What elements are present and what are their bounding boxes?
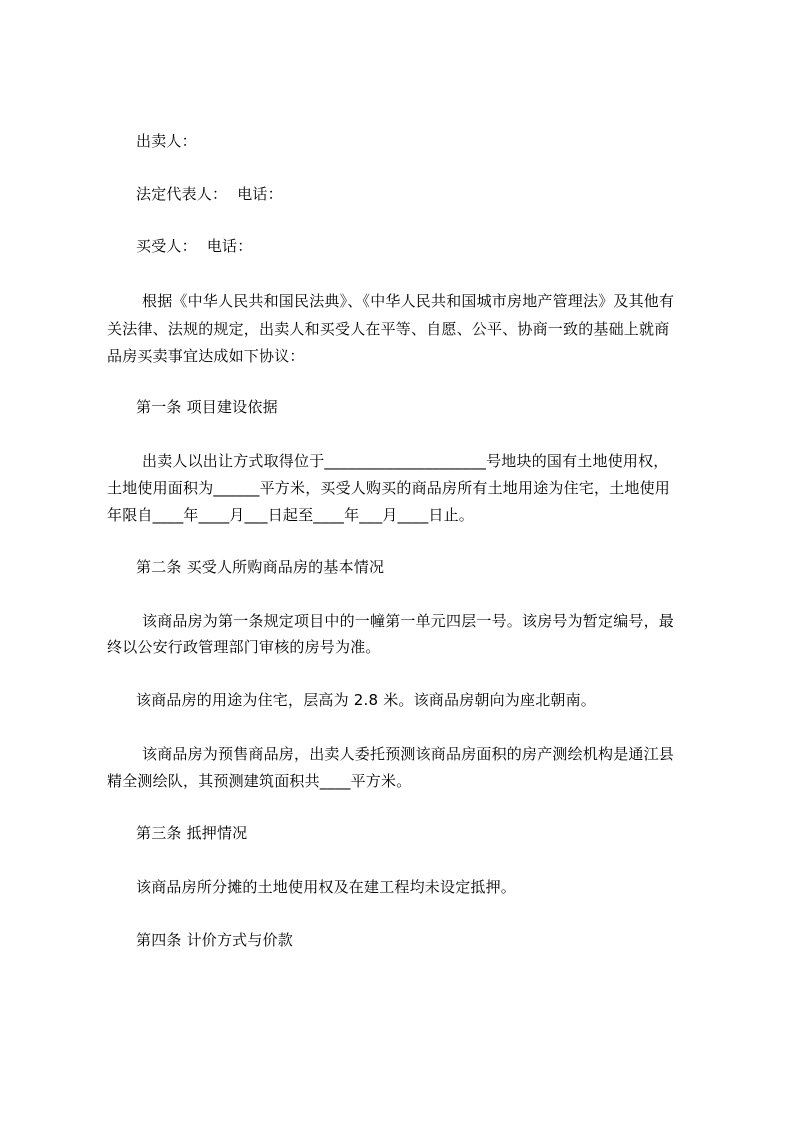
article-2-para-3-line-1: 该商品房为预售商品房，出卖人委托预测该商品房面积的房产测绘机构是通江县: [142, 745, 675, 763]
buyer-line: [136, 236, 252, 256]
article-1-line-2: 土地使用面积为______平方米，买受人购买的商品房所有土地用途为住宅，土地使用: [107, 479, 671, 497]
article-1-title: 第一条 项目建设依据: [136, 398, 278, 416]
article-3-para-1: 该商品房所分摊的土地使用权及在建工程均未设定抵押。: [136, 878, 517, 896]
seller-line: [136, 131, 197, 151]
article-2-para-1-line-1: 该商品房为第一条规定项目中的一幢第一单元四层一号。该房号为暂定编号，最: [142, 612, 675, 630]
article-2-para-3-line-2: 精全测绘队，其预测建筑面积共____平方米。: [107, 772, 412, 790]
article-1-line-3: 年限自____年____月___日起至____年___月____日止。: [107, 506, 475, 524]
article-2-para-2: 该商品房的用途为住宅，层高为 2.8 米。该商品房朝向为座北朝南。: [136, 691, 596, 709]
legal-rep-line: [136, 184, 283, 204]
legal-rep-phone-label: 电话：: [237, 185, 283, 203]
article-3-title: 第三条 抵押情况: [136, 824, 248, 842]
buyer-label: 买受人：: [136, 237, 197, 255]
article-1-line-1: 出卖人以出让方式取得位于_____________________号地块的国有土地使用权，: [142, 452, 669, 470]
intro-line-2: 关法律、法规的规定，出卖人和买受人在平等、自愿、公平、协商一致的基础上就商: [107, 320, 670, 338]
article-2-para-1-line-2: 终以公安行政管理部门审核的房号为准。: [107, 638, 381, 656]
intro-line-3: 品房买卖事宜达成如下协议：: [107, 347, 305, 365]
article-4-title: 第四条 计价方式与价款: [136, 931, 293, 949]
buyer-phone-label: 电话：: [206, 237, 253, 255]
intro-line-1: 根据《中华人民共和国民法典》、《中华人民共和国城市房地产管理法》及其他有: [142, 292, 675, 310]
seller-label: 出卖人：: [136, 132, 197, 150]
article-2-title: 第二条 买受人所购商品房的基本情况: [136, 558, 385, 576]
legal-rep-label: 法定代表人：: [136, 185, 228, 203]
